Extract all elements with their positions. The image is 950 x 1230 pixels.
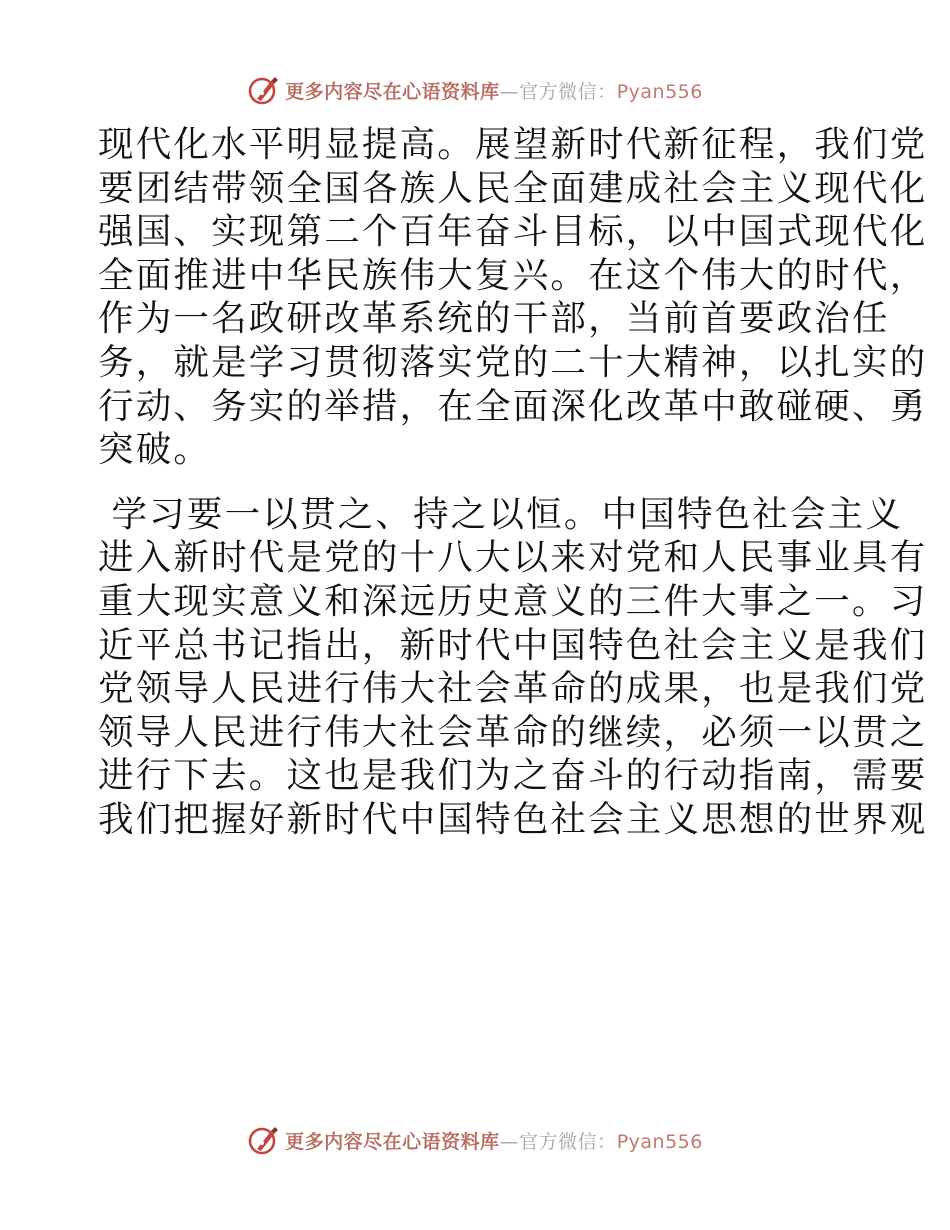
footer-brand: 更多内容尽在心语资料库	[285, 1130, 500, 1153]
footer-banner-text	[285, 1127, 703, 1154]
header-banner-text	[285, 77, 703, 104]
footer-official-label: 官方微信：	[519, 1130, 617, 1153]
footer-wechat-id: Pyan556	[616, 1130, 703, 1153]
paragraph-2	[98, 493, 928, 842]
text-line: 作为一名政研改革系统的干部，当前首要政治任	[98, 298, 890, 340]
text-line: 进行下去。这也是我们为之奋斗的行动指南，需要	[98, 755, 928, 797]
text-line: 现代化水平明显提高。展望新时代新征程，我们党	[98, 124, 928, 165]
text-line: 学习要一以贯之、持之以恒。中国特色社会主义	[98, 493, 904, 535]
text-line: 重大现实意义和深远历史意义的三件大事之一。习	[98, 580, 928, 622]
paragraph-1	[98, 123, 928, 472]
header-wechat-id: Pyan556	[616, 80, 703, 103]
text-line: 党领导人民进行伟大社会革命的成果，也是我们党	[98, 668, 928, 710]
text-line: 强国、实现第二个百年奋斗目标，以中国式现代化	[98, 211, 928, 253]
header-official-label: 官方微信：	[519, 80, 617, 103]
text-line: 全面推进中华民族伟大复兴。在这个伟大的时代，	[98, 254, 928, 296]
text-line: 要团结带领全国各族人民全面建成社会主义现代化	[98, 167, 928, 209]
text-line: 我们把握好新时代中国特色社会主义思想的世界观	[98, 798, 928, 840]
header-brand: 更多内容尽在心语资料库	[285, 80, 500, 103]
text-line: 务，就是学习贯彻落实党的二十大精神，以扎实的	[98, 341, 928, 383]
text-line: 领导人民进行伟大社会革命的继续，必须一以贯之	[98, 711, 928, 753]
footer-banner	[0, 1120, 950, 1160]
text-line: 近平总书记指出，新时代中国特色社会主义是我们	[98, 624, 928, 666]
text-line: 进入新时代是党的十八大以来对党和人民事业具有	[98, 537, 928, 579]
footer-separator: —	[499, 1130, 520, 1153]
header-separator: —	[499, 80, 520, 103]
pen-logo-icon	[247, 73, 281, 107]
text-line: 突破。	[98, 429, 212, 471]
text-line: 行动、务实的举措，在全面深化改革中敢碰硬、勇	[98, 385, 928, 427]
header-banner	[0, 70, 950, 110]
document-body	[98, 123, 928, 842]
pen-logo-icon	[247, 1123, 281, 1157]
